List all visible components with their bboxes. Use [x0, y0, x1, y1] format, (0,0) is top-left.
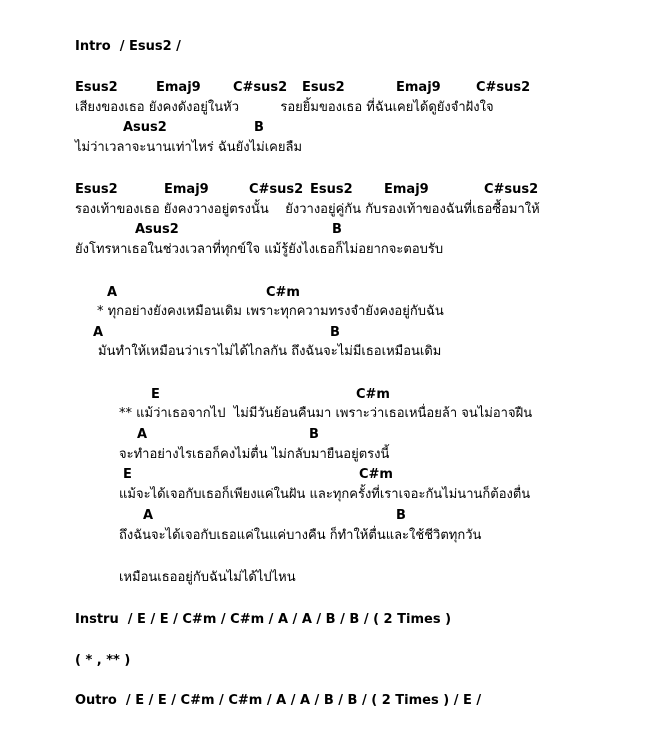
- chord: E: [123, 467, 132, 482]
- chord: B: [254, 120, 264, 135]
- chord: Esus2: [75, 80, 118, 95]
- outro-line: Outro / E / E / C#m / C#m / A / A / B / B / ( 2 Times ) / E /: [75, 693, 482, 708]
- verse2-chord-line-2: [0, 221, 670, 238]
- verse1-lyric-line: เสียงของเธอ ยังคงดังอยู่ในหัว รอยยิ้มของเธอ ที่ฉันเคยได้ดูยังจำฝังใจ: [75, 100, 494, 115]
- verse1-lyric-line-2: ไม่ว่าเวลาจะนานเท่าไหร่ ฉันยังไม่เคยลืม: [75, 140, 303, 155]
- chorus2-lyric-line-4: ถึงฉันจะได้เจอกับเธอแค่ในแค่บางคืน ก็ทำให้ตื่นและใช้ชีวิตทุกวัน: [119, 528, 482, 543]
- verse2-lyric-line: รองเท้าของเธอ ยังคงวางอยู่ตรงนั้น ยังวางอยู่คู่กัน กับรองเท้าของฉันที่เธอซื้อมาให้: [75, 202, 540, 217]
- chord: B: [330, 325, 340, 340]
- chord: C#sus2: [249, 182, 304, 197]
- chorus1-lyric-line-2: มันทำให้เหมือนว่าเราไม่ได้ไกลกัน ถึงฉันจะไม่มีเธอเหมือนเดิม: [98, 344, 442, 359]
- chorus1-chord-line-2: [0, 324, 670, 341]
- chord: C#m: [356, 387, 390, 402]
- chord: Asus2: [135, 222, 179, 237]
- chorus2-chord-line-3: [0, 466, 670, 483]
- chord: Asus2: [123, 120, 167, 135]
- chord: Emaj9: [396, 80, 441, 95]
- chord: Esus2: [302, 80, 345, 95]
- chord: Esus2: [75, 182, 118, 197]
- chorus2-chord-line-2: [0, 426, 670, 443]
- chord: Esus2: [310, 182, 353, 197]
- intro-line: Intro / Esus2 /: [75, 39, 181, 54]
- chord: E: [151, 387, 160, 402]
- chorus2-chord-line: [0, 386, 670, 403]
- chord: C#m: [266, 285, 300, 300]
- chord: Emaj9: [164, 182, 209, 197]
- chord: Emaj9: [156, 80, 201, 95]
- chord: Emaj9: [384, 182, 429, 197]
- chorus2-chord-line-4: [0, 507, 670, 524]
- chord: A: [137, 427, 148, 442]
- chord: B: [396, 508, 406, 523]
- verse2-chord-line: [0, 181, 670, 198]
- verse1-chord-line: [0, 79, 670, 96]
- chorus1-chord-line: [0, 284, 670, 301]
- verse1-chord-line-2: [0, 119, 670, 136]
- chord: C#sus2: [476, 80, 531, 95]
- chord: C#sus2: [233, 80, 288, 95]
- chorus1-lyric-line: * ทุกอย่างยังคงเหมือนเดิม เพราะทุกความทรงจำยังคงอยู่กับฉัน: [97, 304, 444, 319]
- chord: A: [107, 285, 118, 300]
- chord: A: [143, 508, 154, 523]
- chorus2-lyric-line-3: แม้จะได้เจอกับเธอก็เพียงแค่ในฝัน และทุกครั้งที่เราเจอะกันไม่นานก็ต้องตื่น: [119, 487, 531, 502]
- repeat-line: ( * , ** ): [75, 653, 131, 668]
- chord: A: [93, 325, 104, 340]
- instru-line: Instru / E / E / C#m / C#m / A / A / B / B / ( 2 Times ): [75, 612, 452, 627]
- verse2-lyric-line-2: ยังโทรหาเธอในช่วงเวลาที่ทุกข์ใจ แม้รู้ยังไงเธอก็ไม่อยากจะตอบรับ: [75, 242, 444, 257]
- chorus2-lyric-line-5: เหมือนเธออยู่กับฉันไม่ได้ไปไหน: [119, 570, 296, 585]
- chord: B: [309, 427, 319, 442]
- chord: C#m: [359, 467, 393, 482]
- chord: C#sus2: [484, 182, 539, 197]
- chord: B: [332, 222, 342, 237]
- chorus2-lyric-line-2: จะทำอย่างไรเธอก็คงไม่ตื่น ไม่กลับมายืนอยู่ตรงนี้: [119, 447, 390, 462]
- chorus2-lyric-line: ** แม้ว่าเธอจากไป ไม่มีวันย้อนคืนมา เพราะว่าเธอเหนื่อยล้า จนไม่อาจฝืน: [119, 406, 533, 421]
